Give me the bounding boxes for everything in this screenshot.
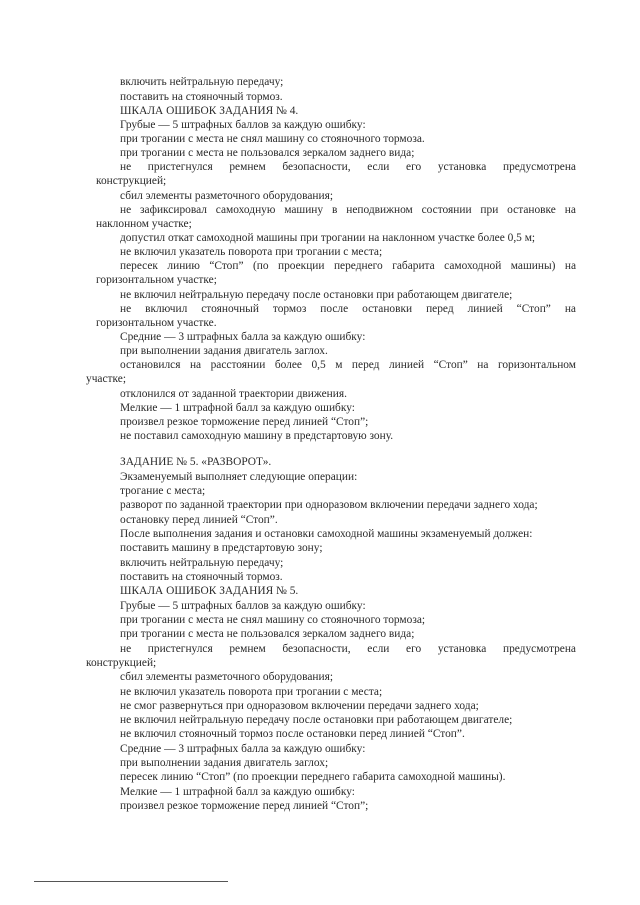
text-line-justified: [120, 160, 576, 174]
text-line: конструкцией;: [96, 175, 167, 187]
word: предусмотрена: [502, 643, 576, 655]
text-line: трогание с места;: [120, 485, 206, 497]
text-line: поставить на стояночный тормоз.: [120, 91, 283, 103]
section-heading: ЗАДАНИЕ № 5. «РАЗВОРОТ».: [120, 456, 272, 468]
word: после: [320, 303, 349, 315]
text-line: произвел резкое торможение перед линией “Стоп”;: [120, 800, 369, 812]
text-line: допустил откат самоходной машины при трогании на наклонном участке более 0,5 м;: [120, 232, 536, 244]
text-line: Средние — 3 штрафных балла за каждую ошибку:: [120, 331, 366, 343]
word: линией: [467, 303, 503, 315]
word: пересек: [120, 260, 158, 272]
text-line: при трогании с места не снял машину со стояночного тормоза;: [120, 614, 426, 626]
section-heading: ШКАЛА ОШИБОК ЗАДАНИЯ № 4.: [120, 105, 299, 117]
text-line: горизонтальном участке.: [96, 317, 217, 329]
word: горизонтальном: [497, 359, 576, 371]
word: установка: [437, 161, 487, 173]
text-line: Мелкие — 1 штрафной балл за каждую ошибку:: [120, 786, 355, 798]
text-line: Грубые — 5 штрафных баллов за каждую ошибку:: [120, 119, 366, 131]
word: линию: [167, 260, 200, 272]
text-line: конструкцией;: [86, 657, 157, 669]
text-line: остановку перед линией “Стоп”.: [120, 514, 278, 526]
word: проекции: [278, 260, 325, 272]
text-line: Мелкие — 1 штрафной балл за каждую ошибку:: [120, 402, 355, 414]
text-line: включить нейтральную передачу;: [120, 557, 284, 569]
word: пристегнулся: [147, 161, 213, 173]
word: не: [120, 161, 132, 173]
word: остановки: [362, 303, 413, 315]
text-line: не включил указатель поворота при трогании с места;: [120, 246, 383, 258]
word: состоянии: [421, 204, 472, 216]
text-line: наклонном участке;: [96, 218, 192, 230]
text-line: разворот по заданной траектории при одноразовом включении передачи заднего хода;: [120, 499, 538, 511]
text-line-justified: [120, 358, 576, 372]
word: если: [367, 643, 390, 655]
word: машины): [510, 260, 556, 272]
word: ремнем: [229, 643, 266, 655]
text-line: После выполнения задания и остановки самоходной машины экзаменуемый должен:: [120, 528, 533, 540]
word: на: [189, 359, 202, 371]
text-line-justified: [120, 642, 576, 656]
text-line: участке;: [86, 373, 126, 385]
text-line: отклонился от заданной траектории движения.: [120, 388, 347, 400]
text-line: произвел резкое торможение перед линией “Стоп”;: [120, 416, 369, 428]
text-line: при трогании с места не пользовался зеркалом заднего вида;: [120, 628, 415, 640]
word: неподвижном: [346, 204, 413, 216]
section-heading: ШКАЛА ОШИБОК ЗАДАНИЯ № 5.: [120, 585, 299, 597]
text-line: не включил нейтральную передачу после остановки при работающем двигателе;: [120, 289, 513, 301]
word: не: [120, 204, 132, 216]
word: “Стоп”: [433, 359, 468, 371]
word: самоходной: [444, 260, 502, 272]
word: ремнем: [229, 161, 266, 173]
word: стояночный: [201, 303, 259, 315]
word: расстоянии: [210, 359, 266, 371]
word: 0,5: [311, 359, 326, 371]
text-line: горизонтальном участке;: [96, 274, 217, 286]
word: на: [564, 204, 576, 216]
word: остановился: [120, 359, 181, 371]
text-line: поставить на стояночный тормоз.: [120, 571, 283, 583]
word: на: [564, 260, 576, 272]
word: “Стоп”: [209, 260, 244, 272]
text-line: Экзаменуемый выполняет следующие операции:: [120, 471, 358, 483]
word: установка: [437, 643, 487, 655]
word: “Стоп”: [516, 303, 551, 315]
text-line: не включил указатель поворота при трогании с места;: [120, 686, 383, 698]
text-line: сбил элементы разметочного оборудования;: [120, 671, 333, 683]
word: при: [480, 204, 499, 216]
word: не: [120, 303, 132, 315]
text-line: не включил стояночный тормоз после остановки перед линией “Стоп”.: [120, 728, 465, 740]
word: тормоз: [272, 303, 307, 315]
word: его: [406, 643, 422, 655]
text-line-justified: [120, 259, 576, 273]
word: м: [335, 359, 343, 371]
word: на: [477, 359, 489, 371]
word: машину: [284, 204, 324, 216]
text-line: Средние — 3 штрафных балла за каждую ошибку:: [120, 743, 366, 755]
word: на: [564, 303, 576, 315]
word: в: [331, 204, 338, 216]
text-line: Грубые — 5 штрафных баллов за каждую ошибку:: [120, 600, 366, 612]
word: более: [274, 359, 302, 371]
word: самоходную: [215, 204, 276, 216]
word: пристегнулся: [147, 643, 213, 655]
text-line: при выполнении задания двигатель заглох;: [120, 757, 329, 769]
word: если: [367, 161, 390, 173]
word: включил: [145, 303, 188, 315]
text-line: не смог развернуться при одноразовом включении передачи заднего хода;: [120, 700, 479, 712]
text-line: при выполнении задания двигатель заглох.: [120, 345, 328, 357]
text-line: поставить машину в предстартовую зону;: [120, 542, 323, 554]
word: безопасности,: [282, 643, 351, 655]
text-line: не поставил самоходную машину в предстартовую зону.: [120, 430, 394, 442]
footnote-separator: [34, 881, 228, 882]
text-line: при трогании с места не снял машину со стояночного тормоза.: [120, 133, 425, 145]
text-line-justified: [120, 302, 576, 316]
word: предусмотрена: [502, 161, 576, 173]
text-line: при трогании с места не пользовался зеркалом заднего вида;: [120, 147, 415, 159]
word: безопасности,: [282, 161, 351, 173]
word: переднего: [333, 260, 383, 272]
word: перед: [426, 303, 454, 315]
word: его: [406, 161, 422, 173]
word: не: [120, 643, 132, 655]
word: зафиксировал: [140, 204, 207, 216]
text-line: включить нейтральную передачу;: [120, 76, 284, 88]
word: перед: [351, 359, 380, 371]
word: остановке: [507, 204, 556, 216]
text-line: не включил нейтральную передачу после остановки при работающем двигателе;: [120, 714, 513, 726]
word: (по: [252, 260, 269, 272]
text-line: сбил элементы разметочного оборудования;: [120, 190, 333, 202]
text-line-justified: [120, 203, 576, 217]
word: габарита: [392, 260, 435, 272]
word: линией: [388, 359, 425, 371]
text-line: пересек линию “Стоп” (по проекции переднего габарита самоходной машины).: [120, 771, 506, 783]
